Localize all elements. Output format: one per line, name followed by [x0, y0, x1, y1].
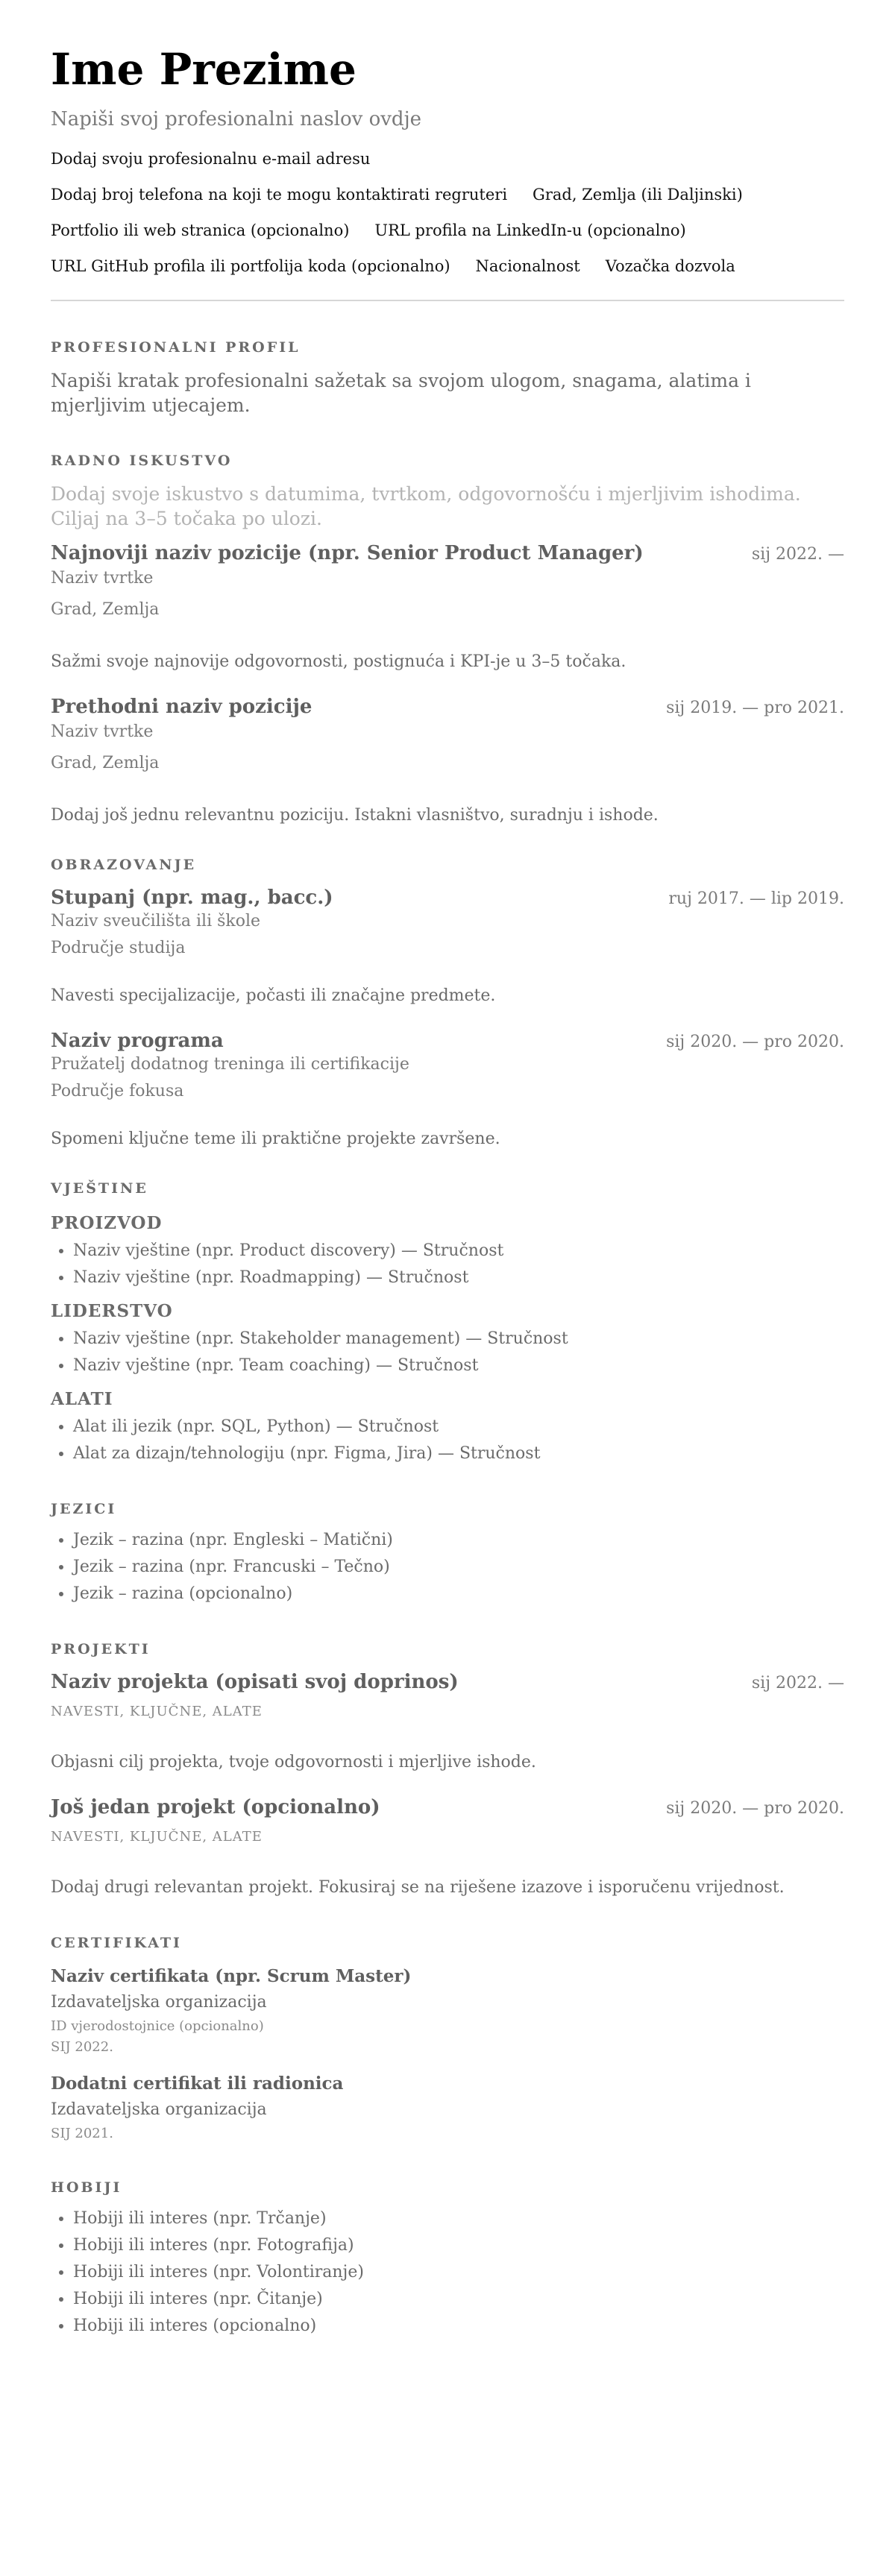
hobby-item: • Hobiji ili interes (npr. Čitanje): [73, 2289, 844, 2310]
education-item: [51, 886, 844, 1007]
education-school: Pružatelj dodatnog treninga ili certifikacije: [51, 1055, 409, 1074]
skill-item: • Alat za dizajn/tehnologiju (npr. Figma, Jira) — Stručnost: [73, 1443, 844, 1464]
experience-location: Grad, Zemlja: [51, 754, 160, 772]
project-title: Naziv projekta (opisati svoj doprinos): [51, 1671, 459, 1693]
project-title: Još jedan projekt (opcionalno): [51, 1796, 380, 1818]
education-field: Područje studija: [51, 939, 186, 957]
skill-item: • Naziv vještine (npr. Product discovery) — Stručnost: [73, 1241, 844, 1262]
contact-email[interactable]: Dodaj svoju profesionalnu e-mail adresu: [51, 150, 371, 168]
project-desc: Objasni cilj projekta, tvoje odgovornosti i mjerljive ishode.: [51, 1753, 536, 1772]
experience-date: sij 2022. —: [751, 545, 844, 564]
contact-row-1: [51, 149, 844, 169]
section-title-certificates: CERTIFIKATI: [51, 1935, 182, 1951]
skill-group-title: ALATI: [51, 1389, 113, 1409]
education-field: Područje fokusa: [51, 1082, 184, 1100]
language-item: • Jezik – razina (npr. Engleski – Matični): [73, 1530, 844, 1551]
project-item: [51, 1795, 844, 1898]
experience-company: Naziv tvrtke: [51, 722, 154, 741]
education-degree: Naziv programa: [51, 1030, 224, 1052]
contact-github[interactable]: URL GitHub profila ili portfolija koda (opcionalno): [51, 257, 450, 275]
education-date: sij 2020. — pro 2020.: [666, 1033, 844, 1051]
hobby-item: • Hobiji ili interes (npr. Trčanje): [73, 2208, 844, 2229]
certificate-title: Naziv certifikata (npr. Scrum Master): [51, 1966, 412, 1986]
experience-item: [51, 695, 844, 826]
experience-company: Naziv tvrtke: [51, 569, 154, 588]
hobby-item: • Hobiji ili interes (npr. Fotografija): [73, 2235, 844, 2256]
education-item: [51, 1029, 844, 1150]
project-date: sij 2022. —: [751, 1674, 844, 1692]
header-divider: [51, 300, 844, 301]
certificate-org: Izdavateljska organizacija: [51, 2100, 267, 2119]
hobby-list: [51, 2208, 844, 2337]
education-desc: Navesti specijalizacije, počasti ili značajne predmete.: [51, 986, 496, 1005]
contact-portfolio[interactable]: Portfolio ili web stranica (opcionalno): [51, 221, 350, 239]
contact-row-4: [51, 256, 844, 276]
language-item: • Jezik – razina (opcionalno): [73, 1584, 844, 1605]
certificate-org: Izdavateljska organizacija: [51, 1993, 267, 2012]
section-title-hobbies: HOBIJI: [51, 2179, 122, 2196]
education-desc: Spomeni ključne teme ili praktične projekte završene.: [51, 1130, 500, 1148]
section-title-projects: PROJEKTI: [51, 1641, 151, 1657]
section-title-education: OBRAZOVANJE: [51, 857, 197, 873]
experience-location: Grad, Zemlja: [51, 600, 160, 619]
skill-item: • Naziv vještine (npr. Team coaching) — Stručnost: [73, 1355, 844, 1376]
contact-phone[interactable]: Dodaj broj telefona na koji te mogu kontaktirati regruteri: [51, 186, 508, 204]
experience-desc: Dodaj još jednu relevantnu poziciju. Istakni vlasništvo, suradnju i ishode.: [51, 806, 659, 825]
section-title-profile: PROFESIONALNI PROFIL: [51, 339, 301, 356]
experience-title: Prethodni naziv pozicije: [51, 696, 313, 718]
education-date: ruj 2017. — lip 2019.: [668, 889, 844, 908]
certificate-item: [51, 2073, 844, 2143]
contact-license: Vozačka dozvola: [605, 257, 735, 275]
certificate-date: SIJ 2021.: [51, 2126, 113, 2141]
experience-date: sij 2019. — pro 2021.: [666, 699, 844, 717]
hobby-item: • Hobiji ili interes (opcionalno): [73, 2316, 844, 2337]
contact-nationality: Nacionalnost: [475, 257, 580, 275]
language-item: • Jezik – razina (npr. Francuski – Tečno): [73, 1557, 844, 1578]
project-tags: NAVESTI, KLJUČNE, ALATE: [51, 1829, 263, 1845]
professional-headline: Napiši svoj profesionalni naslov ovdje: [51, 108, 422, 130]
skill-group-title: PROIZVOD: [51, 1213, 163, 1233]
section-title-skills: VJEŠTINE: [51, 1180, 148, 1197]
skill-item: • Naziv vještine (npr. Stakeholder management) — Stručnost: [73, 1329, 844, 1350]
contact-linkedin[interactable]: URL profila na LinkedIn-u (opcionalno): [374, 221, 686, 239]
project-item: [51, 1670, 844, 1773]
skill-list: [51, 1417, 844, 1464]
contact-location: Grad, Zemlja (ili Daljinski): [533, 186, 743, 204]
experience-intro: Dodaj svoje iskustvo s datumima, tvrtkom, odgovornošću i mjerljivim ishodima. Ciljaj na 3–5 točaka po ulozi.: [51, 483, 801, 529]
section-title-languages: JEZICI: [51, 1501, 117, 1517]
contact-row-2: [51, 185, 844, 204]
certificate-id: ID vjerodostojnice (opcionalno): [51, 2018, 264, 2034]
education-school: Naziv sveučilišta ili škole: [51, 912, 261, 930]
skill-list: [51, 1241, 844, 1288]
skill-item: • Alat ili jezik (npr. SQL, Python) — Stručnost: [73, 1417, 844, 1437]
project-tags: NAVESTI, KLJUČNE, ALATE: [51, 1704, 263, 1719]
skill-group-title: LIDERSTVO: [51, 1301, 173, 1321]
project-desc: Dodaj drugi relevantan projekt. Fokusiraj se na riješene izazove i isporučenu vrijednost.: [51, 1878, 785, 1897]
hobby-item: • Hobiji ili interes (npr. Volontiranje): [73, 2262, 844, 2283]
contact-row-3: [51, 221, 844, 240]
language-list: [51, 1530, 844, 1605]
experience-desc: Sažmi svoje najnovije odgovornosti, postignuća i KPI-je u 3–5 točaka.: [51, 652, 626, 671]
experience-title: Najnoviji naziv pozicije (npr. Senior Product Manager): [51, 542, 644, 564]
certificate-item: [51, 1965, 844, 2056]
profile-summary: Napiši kratak profesionalni sažetak sa svojom ulogom, snagama, alatima i mjerljivim utjecajem.: [51, 370, 751, 416]
project-date: sij 2020. — pro 2020.: [666, 1799, 844, 1818]
section-title-experience: RADNO ISKUSTVO: [51, 453, 233, 469]
certificate-title: Dodatni certifikat ili radionica: [51, 2073, 344, 2094]
certificate-date: SIJ 2022.: [51, 2039, 113, 2055]
full-name: Ime Prezime: [51, 44, 357, 95]
skill-list: [51, 1329, 844, 1376]
education-degree: Stupanj (npr. mag., bacc.): [51, 887, 333, 909]
experience-item: [51, 541, 844, 673]
skill-item: • Naziv vještine (npr. Roadmapping) — Stručnost: [73, 1267, 844, 1288]
